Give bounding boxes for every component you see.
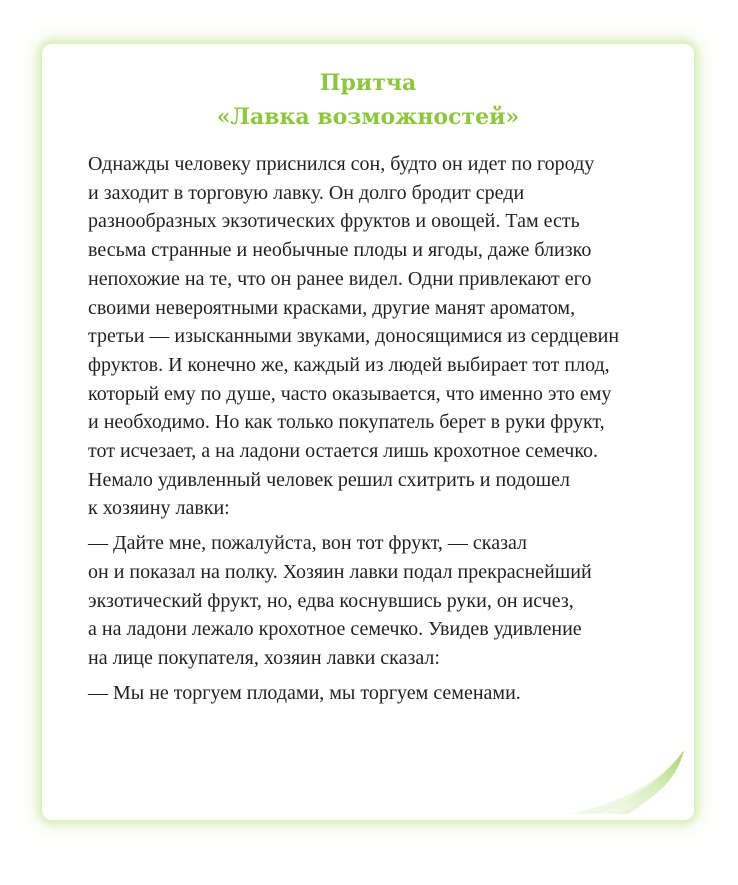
page-curl-icon	[538, 704, 688, 814]
text-line: экзотический фрукт, но, едва коснувшись руки, он исчез,	[88, 589, 574, 612]
text-line: Однажды человеку приснился сон, будто он идет по городу	[88, 153, 595, 175]
text-line: фруктов. И конечно же, каждый из людей выбирает тот плод,	[88, 353, 610, 376]
text-line: — Дайте мне, пожалуйста, вон тот фрукт, — сказал	[88, 532, 528, 555]
text-line: а на ладони лежало крохотное семечко. Увидев удивление	[88, 618, 582, 641]
text-line: непохожие на те, что он ранее видел. Одни привлекают его	[88, 267, 592, 290]
title-line-1: Притча	[319, 70, 417, 96]
paragraph-3	[88, 679, 668, 708]
text-line: к хозяину лавки:	[88, 497, 230, 520]
text-line: Немало удивленный человек решил схитрить и подошел	[88, 468, 571, 491]
title-line-2: «Лавка возможностей»	[216, 104, 520, 130]
text-line: третьи — изысканными звуками, доносящимися из сердцевин	[88, 325, 620, 348]
text-line: своими невероятными красками, другие манят ароматом,	[88, 296, 576, 319]
paragraph-1	[88, 150, 668, 523]
text-line: тот исчезает, а на ладони остается лишь крохотное семечко.	[88, 440, 599, 463]
parable-text	[88, 150, 668, 707]
text-line: на лице покупателя, хозяин лавки сказал:	[88, 646, 440, 669]
page-title	[48, 66, 688, 134]
text-line: он и показал на полку. Хозяин лавки подал прекраснейший	[88, 560, 592, 583]
text-line: и необходимо. Но как только покупатель берет в руки фрукт,	[88, 411, 605, 434]
paragraph-2	[88, 529, 668, 673]
text-line: разнообразных экзотических фруктов и овощей. Там есть	[88, 210, 580, 233]
text-line: — Мы не торгуем плодами, мы торгуем семенами.	[88, 681, 521, 704]
text-line: который ему по душе, часто оказывается, что именно это ему	[88, 382, 612, 405]
text-line: весьма странные и необычные плоды и ягоды, даже близко	[88, 239, 592, 262]
text-line: и заходит в торговую лавку. Он долго бродит среди	[88, 181, 525, 204]
